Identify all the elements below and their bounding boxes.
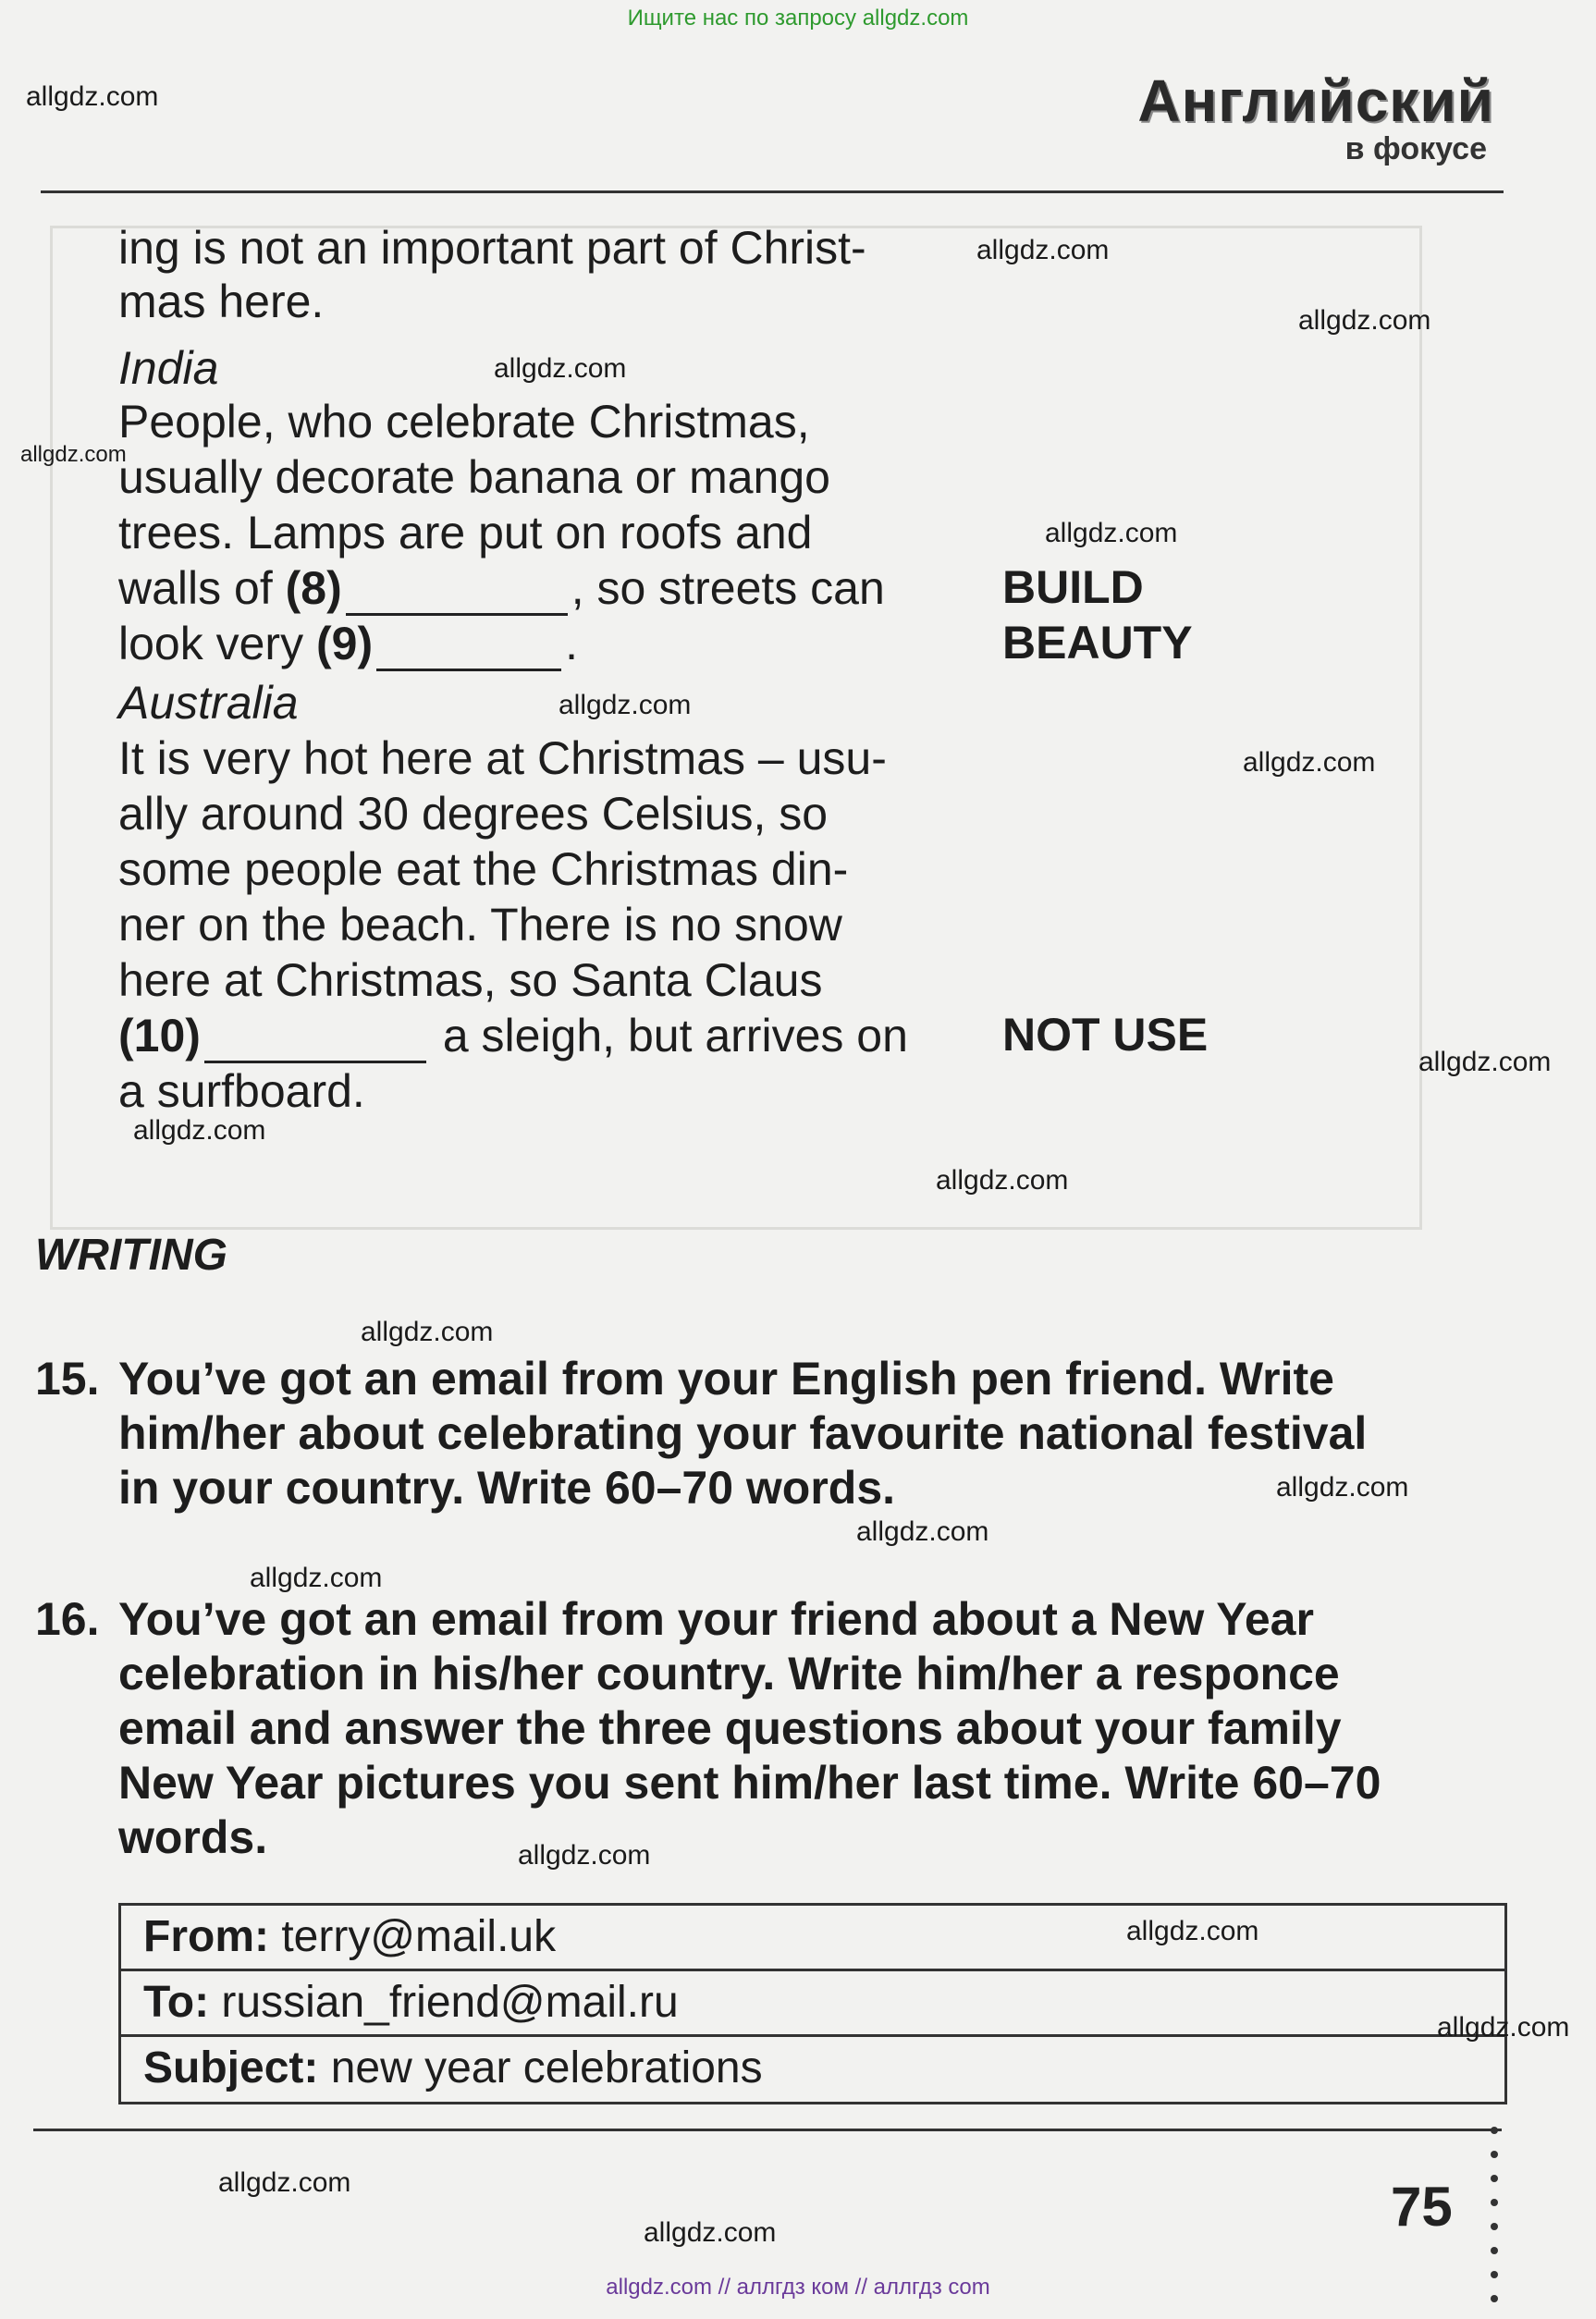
passage-line-gap-10 bbox=[118, 1008, 908, 1063]
task-text-line: New Year pictures you sent him/her last time. Write 60–70 bbox=[118, 1757, 1381, 1809]
task-number: 16. bbox=[35, 1593, 100, 1645]
page-number: 75 bbox=[1391, 2176, 1453, 2238]
task-text-line: words. bbox=[118, 1811, 268, 1863]
passage-line: mas here. bbox=[118, 276, 325, 327]
section-heading-writing: WRITING bbox=[35, 1231, 227, 1280]
task-text-line: email and answer the three questions about your family bbox=[118, 1702, 1342, 1754]
passage-line-gap-9 bbox=[118, 616, 578, 671]
passage-line: It is very hot here at Christmas – usu- bbox=[118, 732, 887, 784]
watermark: allgdz.com bbox=[1243, 747, 1376, 778]
email-from-value: terry@mail.uk bbox=[281, 1912, 557, 1961]
task-text-line: You’ve got an email from your English pen friend. Write bbox=[118, 1353, 1334, 1405]
gap-number-10: (10) bbox=[118, 1010, 201, 1061]
watermark: allgdz.com bbox=[1298, 305, 1431, 336]
keyword-beauty: BEAUTY bbox=[1002, 617, 1193, 669]
answer-blank-10[interactable] bbox=[204, 1020, 426, 1063]
footer-rule bbox=[33, 2129, 1502, 2131]
header-rule bbox=[41, 190, 1504, 193]
watermark: allgdz.com bbox=[644, 2217, 777, 2248]
task-text-line: in your country. Write 60–70 words. bbox=[118, 1462, 896, 1514]
task-16 bbox=[35, 1592, 1515, 1865]
passage-line: usually decorate banana or mango bbox=[118, 451, 830, 503]
email-header-box bbox=[118, 1903, 1507, 2104]
watermark: allgdz.com bbox=[250, 1563, 383, 1593]
task-text-line: him/her about celebrating your favourite national festival bbox=[118, 1407, 1368, 1459]
watermark: allgdz.com bbox=[361, 1317, 494, 1347]
passage-line: ner on the beach. There is no snow bbox=[118, 899, 842, 951]
top-search-note: Ищите нас по запросу allgdz.com bbox=[627, 6, 969, 31]
passage-line: here at Christmas, so Santa Claus bbox=[118, 954, 823, 1006]
email-to-row bbox=[121, 1971, 1504, 2037]
email-from-row bbox=[121, 1906, 1504, 1971]
bottom-search-note: allgdz.com // аллгдз ком // аллгдз com bbox=[606, 2275, 990, 2300]
watermark: allgdz.com bbox=[1437, 2012, 1570, 2043]
task-number: 15. bbox=[35, 1353, 100, 1405]
passage-line: People, who celebrate Christmas, bbox=[118, 396, 810, 448]
task-text-line: celebration in his/her country. Write him/her a responce bbox=[118, 1648, 1340, 1699]
section-heading-australia: Australia bbox=[118, 677, 299, 729]
keyword-not-use: NOT USE bbox=[1002, 1009, 1209, 1061]
email-subject-value: new year celebrations bbox=[330, 2043, 763, 2092]
watermark: allgdz.com bbox=[1045, 518, 1178, 548]
passage-text: a sleigh, but arrives on bbox=[442, 1010, 908, 1061]
email-subject-label: Subject: bbox=[143, 2043, 319, 2092]
email-to-value: russian_friend@mail.ru bbox=[221, 1978, 679, 2027]
passage-line: trees. Lamps are put on roofs and bbox=[118, 507, 813, 558]
watermark: allgdz.com bbox=[133, 1115, 266, 1146]
passage-text: look very bbox=[118, 618, 304, 669]
watermark: allgdz.com bbox=[936, 1165, 1069, 1196]
passage-line: ally around 30 degrees Celsius, so bbox=[118, 788, 829, 840]
passage-text: . bbox=[565, 618, 578, 669]
watermark: allgdz.com bbox=[1126, 1916, 1259, 1946]
gap-number-8: (8) bbox=[285, 562, 342, 614]
watermark: allgdz.com bbox=[856, 1516, 989, 1547]
passage-line: ing is not an important part of Christ- bbox=[118, 222, 866, 274]
watermark: allgdz.com bbox=[976, 235, 1110, 265]
watermark: allgdz.com bbox=[26, 81, 159, 112]
email-from-label: From: bbox=[143, 1912, 269, 1961]
passage-line-gap-8 bbox=[118, 560, 885, 616]
watermark: allgdz.com bbox=[494, 353, 627, 384]
passage-text: walls of bbox=[118, 562, 273, 614]
passage-line: a surfboard. bbox=[118, 1065, 365, 1117]
watermark: allgdz.com bbox=[218, 2167, 351, 2198]
watermark: allgdz.com bbox=[1418, 1047, 1552, 1077]
book-logo-title: Английский bbox=[1137, 67, 1494, 134]
watermark: allgdz.com bbox=[559, 690, 692, 720]
book-logo-subtitle: в фокусе bbox=[1344, 131, 1487, 166]
task-text-line: You’ve got an email from your friend about a New Year bbox=[118, 1593, 1314, 1645]
watermark: allgdz.com bbox=[518, 1840, 651, 1871]
passage-line: some people eat the Christmas din- bbox=[118, 843, 849, 895]
gap-number-9: (9) bbox=[315, 618, 374, 669]
passage-text: , so streets can bbox=[571, 562, 885, 614]
section-heading-india: India bbox=[118, 342, 219, 394]
answer-blank-8[interactable] bbox=[346, 572, 568, 616]
email-to-label: To: bbox=[143, 1978, 210, 2027]
answer-blank-9[interactable] bbox=[376, 628, 561, 671]
email-subject-row bbox=[121, 2037, 1504, 2100]
watermark: allgdz.com bbox=[20, 442, 127, 467]
keyword-build: BUILD bbox=[1002, 561, 1144, 613]
watermark: allgdz.com bbox=[1276, 1472, 1409, 1503]
